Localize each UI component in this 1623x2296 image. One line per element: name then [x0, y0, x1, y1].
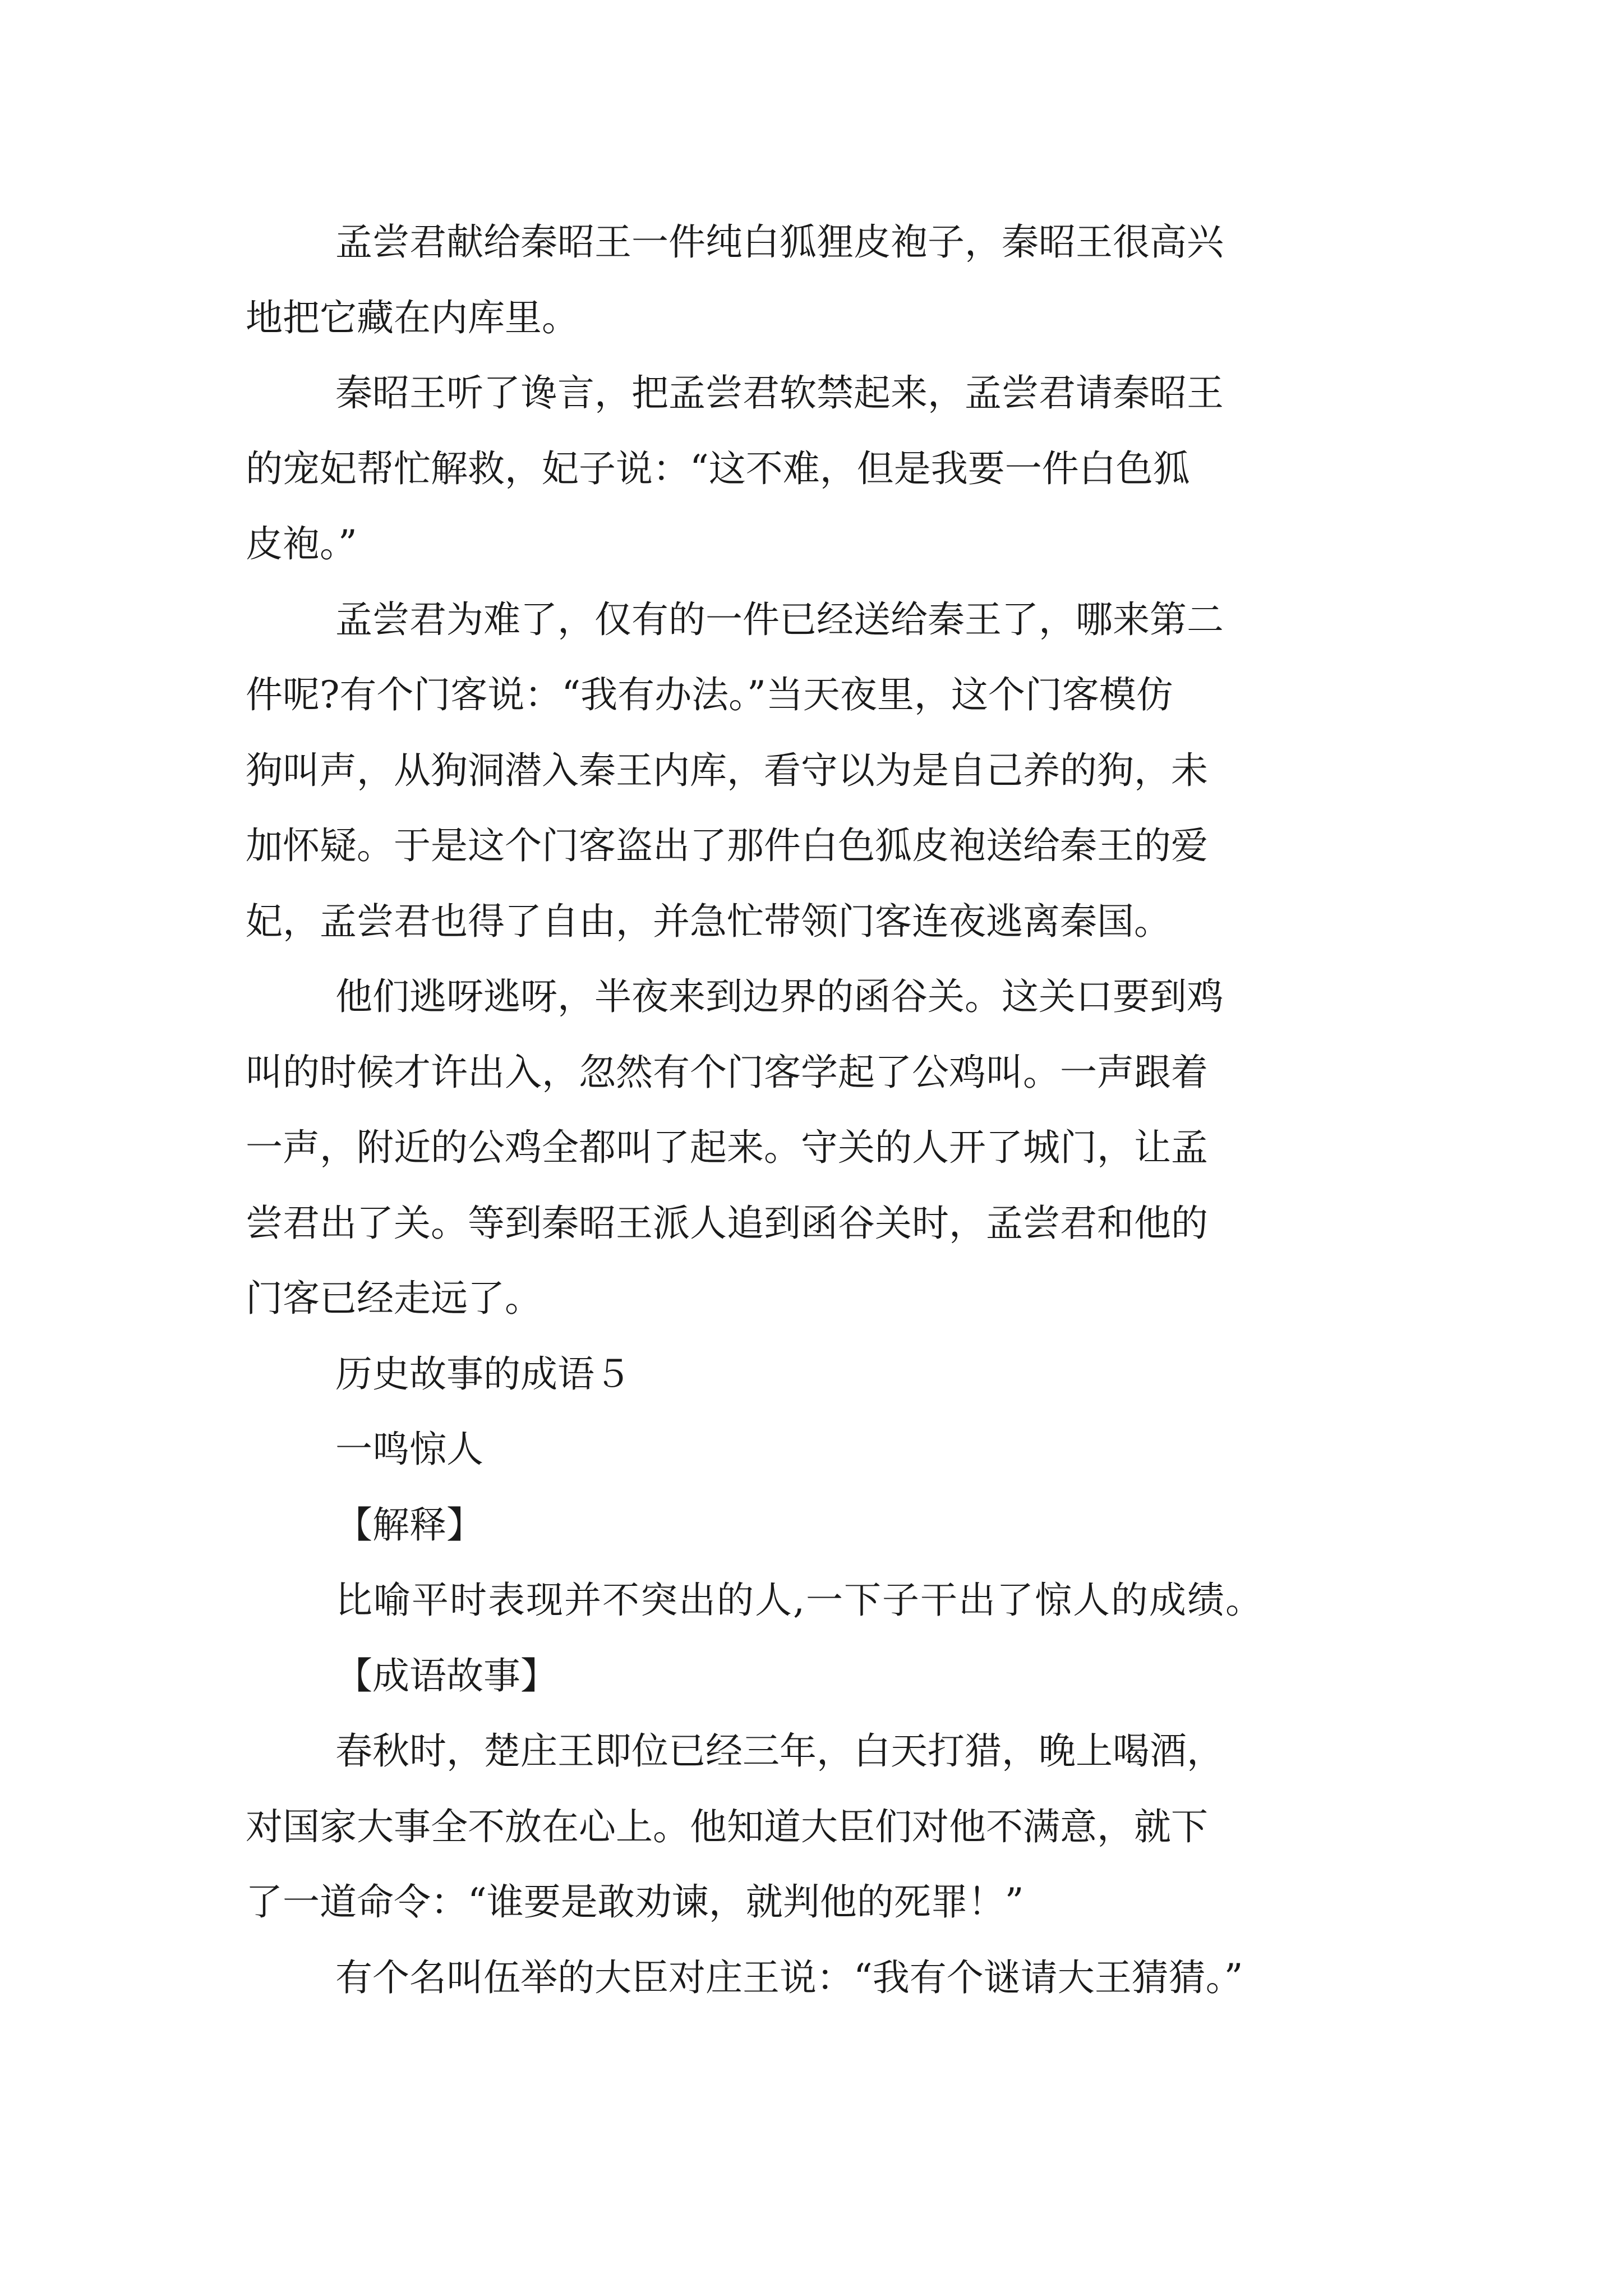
paragraph-3-line-4: 加怀疑。于是这个门客盗出了那件白色狐皮袍送给秦王的爱 [246, 824, 1208, 867]
paragraph-2-line-1: 秦昭王听了谗言，把孟尝君软禁起来，孟尝君请秦昭王 [335, 371, 1224, 415]
section-heading: 历史故事的成语５ [335, 1352, 631, 1396]
paragraph-4-line-4: 尝君出了关。等到秦昭王派人追到函谷关时，孟尝君和他的 [246, 1202, 1208, 1245]
paragraph-4-line-3: 一声，附近的公鸡全都叫了起来。守关的人开了城门，让孟 [246, 1126, 1208, 1169]
story-line-2: 对国家大事全不放在心上。他知道大臣们对他不满意，就下 [246, 1805, 1208, 1848]
paragraph-4-line-2: 叫的时候才许出入，忽然有个门客学起了公鸡叫。一声跟着 [246, 1051, 1208, 1094]
paragraph-3-line-1: 孟尝君为难了，仅有的一件已经送给秦王了，哪来第二 [335, 598, 1224, 641]
paragraph-4-line-1: 他们逃呀逃呀，半夜来到边界的函谷关。这关口要到鸡 [335, 975, 1224, 1018]
paragraph-4-line-5: 门客已经走远了。 [246, 1277, 542, 1320]
paragraph-3-line-2: 件呢?有个门客说：“我有办法。”当天夜里，这个门客模仿 [246, 673, 1173, 716]
story-line-1: 春秋时，楚庄王即位已经三年，白天打猎，晚上喝酒， [335, 1729, 1224, 1773]
paragraph-3-line-3: 狗叫声，从狗洞潜入秦王内库，看守以为是自己养的狗，未 [246, 749, 1208, 792]
paragraph-2-line-2: 的宠妃帮忙解救，妃子说：“这不难，但是我要一件白色狐 [246, 447, 1190, 490]
paragraph-2-line-3: 皮袍。” [246, 522, 357, 565]
explanation-text: 比喻平时表现并不突出的人,一下子干出了惊人的成绩。 [335, 1579, 1264, 1622]
paragraph-1-line-1: 孟尝君献给秦昭王一件纯白狐狸皮袍子，秦昭王很高兴 [335, 220, 1224, 264]
explanation-label: 【解释】 [335, 1503, 483, 1547]
story-label: 【成语故事】 [335, 1654, 557, 1697]
idiom-title: 一鸣惊人 [335, 1428, 483, 1471]
paragraph-1-line-2: 地把它藏在内库里。 [246, 296, 579, 339]
paragraph-3-line-5: 妃，孟尝君也得了自由，并急忙带领门客连夜逃离秦国。 [246, 900, 1171, 943]
story-line-4: 有个名叫伍举的大臣对庄王说：“我有个谜请大王猜猜。” [335, 1956, 1243, 1999]
story-line-3: 了一道命令：“谁要是敢劝谏，就判他的死罪！” [246, 1880, 1024, 1924]
